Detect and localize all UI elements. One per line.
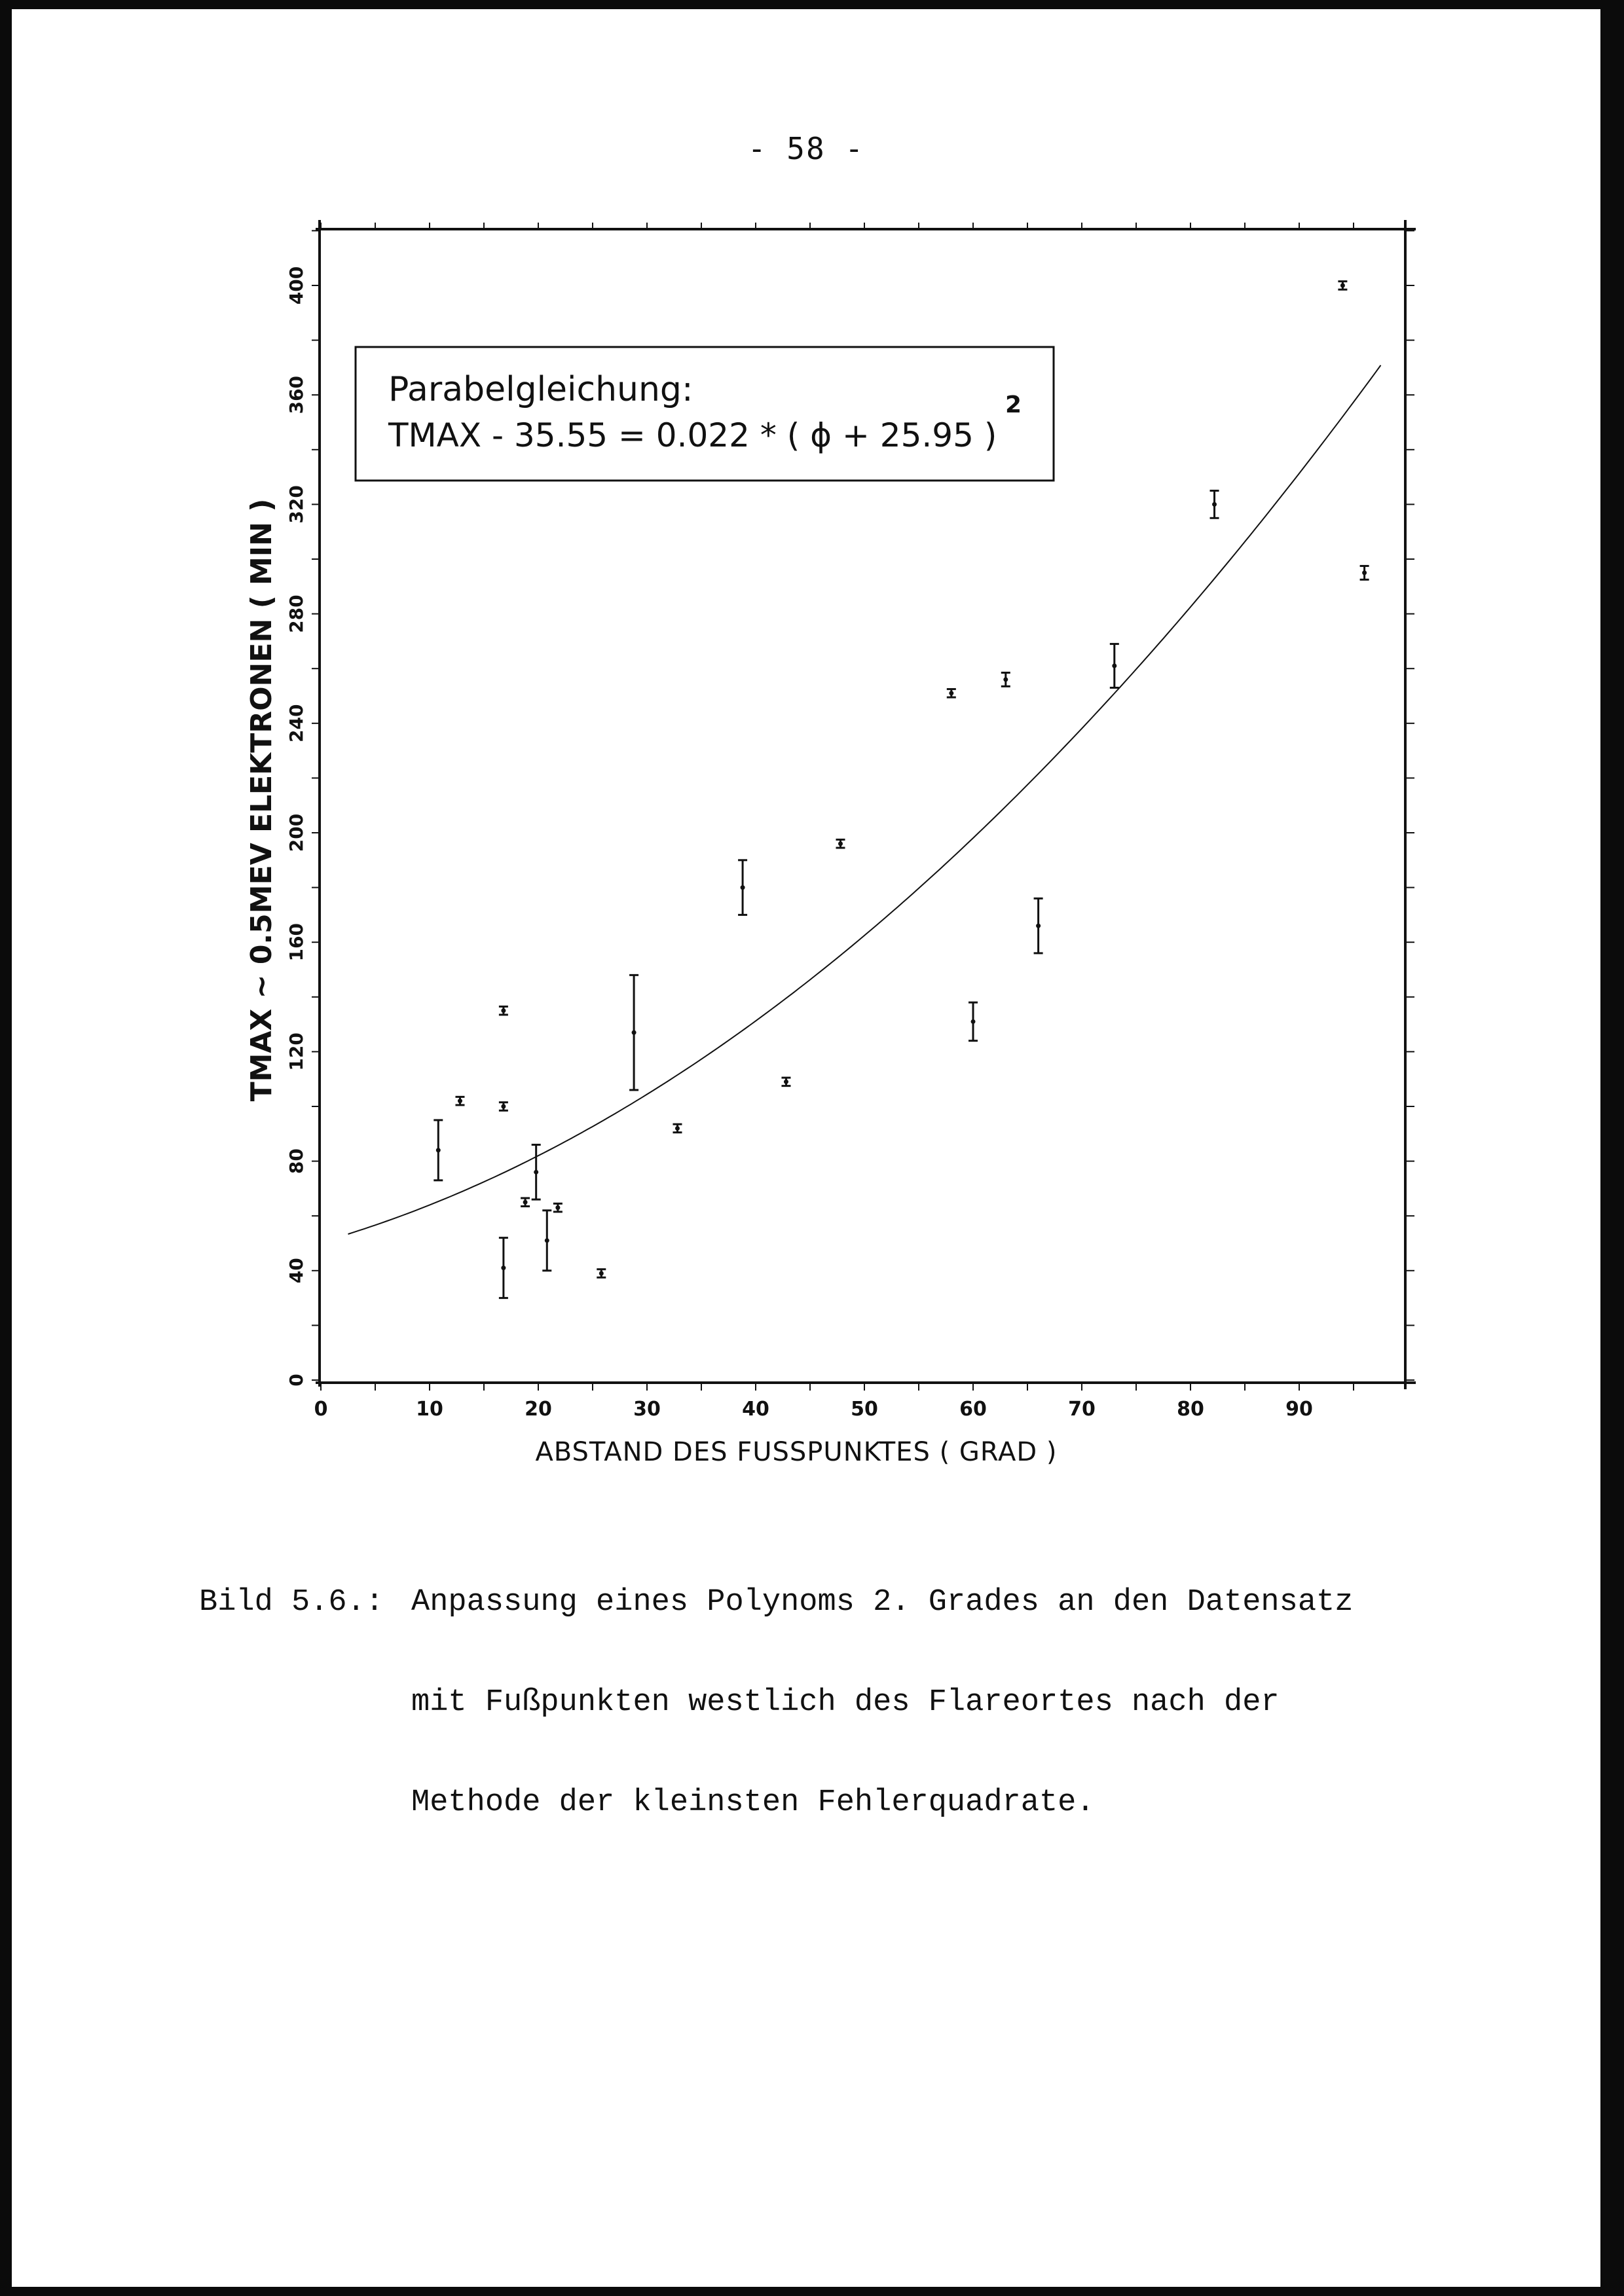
data-point: [499, 1102, 508, 1111]
equation-exponent: 2: [1005, 392, 1022, 418]
data-point: [1338, 282, 1347, 290]
point-marker: [675, 1126, 680, 1131]
point-marker: [501, 1008, 506, 1013]
equation-box: [356, 347, 1054, 481]
caption-line-3: Methode der kleinsten Fehlerquadrate.: [411, 1785, 1095, 1820]
x-tick-label: 50: [851, 1398, 878, 1421]
data-point: [1001, 672, 1010, 686]
point-marker: [436, 1148, 441, 1152]
data-point: [1210, 491, 1219, 519]
y-tick-label: 240: [286, 704, 307, 743]
point-marker: [1036, 924, 1041, 928]
figure-caption: [199, 1519, 1353, 1886]
y-axis-label: TMAX ~ 0.5MEV ELEKTRONEN ( MIN ): [245, 498, 278, 1102]
point-marker: [1212, 502, 1217, 507]
x-tick-label: 10: [416, 1398, 443, 1421]
x-tick-label: 30: [633, 1398, 661, 1421]
caption-line-2: mit Fußpunkten westlich des Flareortes nach der: [411, 1685, 1280, 1720]
data-point: [673, 1124, 682, 1133]
point-marker: [1003, 677, 1008, 682]
point-marker: [534, 1170, 538, 1175]
equation-text: TMAX - 35.55 = 0.022 * ( ϕ + 25.95 ): [388, 416, 997, 454]
x-tick-label: 80: [1177, 1398, 1204, 1421]
point-marker: [1340, 283, 1345, 288]
y-tick-label: 280: [286, 594, 307, 633]
y-tick-label: 400: [286, 266, 307, 305]
point-marker: [1112, 664, 1116, 668]
scatter-chart: [12, 9, 1600, 1502]
point-marker: [949, 691, 953, 695]
data-point: [597, 1269, 606, 1278]
point-marker: [784, 1080, 788, 1084]
point-marker: [1362, 570, 1367, 575]
equation-title: Parabelgleichung:: [388, 370, 693, 409]
data-point: [969, 1002, 978, 1041]
page-number: - 58 -: [747, 131, 865, 166]
y-tick-label: 40: [286, 1258, 307, 1284]
data-point: [1034, 898, 1043, 953]
y-tick-label: 320: [286, 485, 307, 524]
point-marker: [545, 1238, 549, 1243]
point-marker: [741, 885, 745, 890]
caption-line-1: Anpassung eines Polynoms 2. Grades an den Datensatz: [411, 1585, 1354, 1620]
point-marker: [838, 841, 843, 846]
x-tick-label: 40: [742, 1398, 769, 1421]
y-tick-label: 120: [286, 1032, 307, 1071]
y-tick-label: 0: [286, 1374, 307, 1387]
point-marker: [599, 1271, 604, 1275]
y-tick-label: 200: [286, 813, 307, 852]
x-tick-label: 60: [959, 1398, 987, 1421]
data-point: [738, 860, 747, 915]
data-point: [781, 1078, 790, 1086]
data-point: [553, 1203, 563, 1212]
x-tick-label: 90: [1285, 1398, 1313, 1421]
data-point: [521, 1198, 530, 1207]
point-marker: [523, 1200, 528, 1205]
point-marker: [501, 1266, 506, 1270]
point-marker: [632, 1030, 637, 1035]
x-tick-label: 0: [314, 1398, 328, 1421]
equation-box-border: [356, 347, 1054, 481]
y-tick-label: 360: [286, 375, 307, 414]
data-point: [499, 1238, 508, 1298]
x-axis-label: ABSTAND DES FUSSPUNKTES ( GRAD ): [535, 1437, 1058, 1467]
x-tick-label: 70: [1068, 1398, 1096, 1421]
data-point: [434, 1120, 443, 1180]
data-point: [1360, 566, 1369, 579]
y-tick-label: 80: [286, 1148, 307, 1175]
x-tick-label: 20: [525, 1398, 552, 1421]
point-marker: [971, 1019, 976, 1024]
data-point: [455, 1097, 464, 1105]
data-point: [836, 839, 845, 848]
data-point: [532, 1145, 541, 1200]
data-point: [1110, 644, 1119, 688]
point-marker: [501, 1104, 506, 1109]
data-point: [542, 1211, 551, 1271]
point-marker: [458, 1099, 462, 1103]
data-point: [629, 975, 638, 1090]
document-page: [12, 9, 1600, 2287]
data-point: [499, 1006, 508, 1015]
point-marker: [555, 1205, 560, 1210]
y-tick-label: 160: [286, 922, 307, 962]
caption-label: Bild 5.6.:: [199, 1585, 384, 1620]
data-point: [947, 689, 956, 698]
